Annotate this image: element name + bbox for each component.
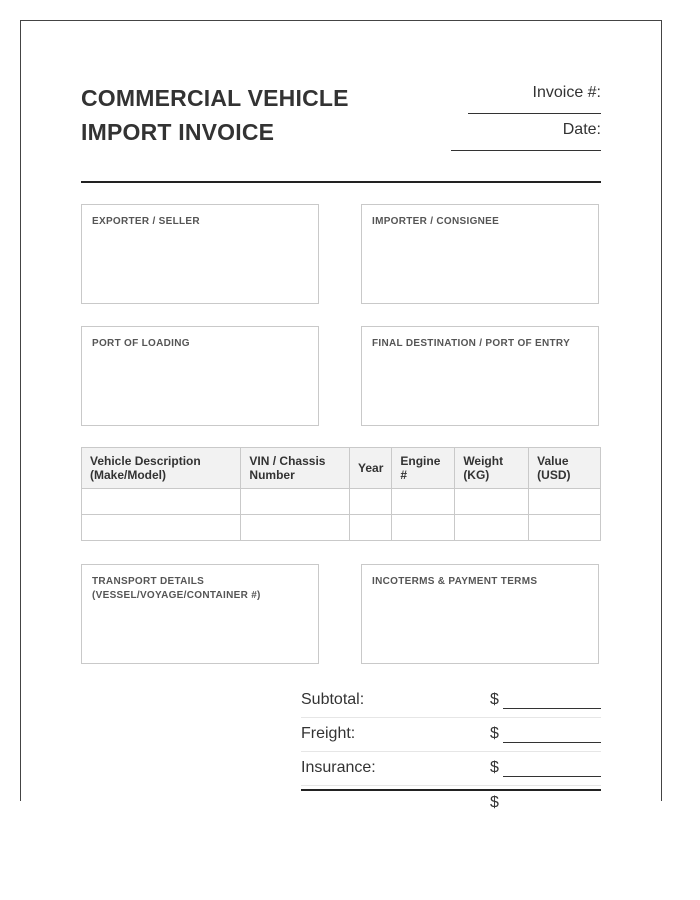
vehicle-table bbox=[81, 447, 601, 541]
table-header-row bbox=[82, 448, 601, 489]
transport-details-box[interactable] bbox=[81, 564, 319, 664]
title-line-1: COMMERCIAL VEHICLE bbox=[81, 85, 349, 111]
currency-symbol: $ bbox=[490, 759, 499, 776]
subtotal-row bbox=[301, 684, 601, 718]
column-header: Vehicle Description (Make/Model) bbox=[82, 448, 241, 489]
currency-symbol: $ bbox=[490, 691, 499, 708]
currency-symbol: $ bbox=[490, 794, 499, 811]
table-cell[interactable] bbox=[82, 515, 241, 541]
port-of-loading-label: PORT OF LOADING bbox=[92, 338, 190, 349]
incoterms-box[interactable] bbox=[361, 564, 599, 664]
final-destination-box[interactable] bbox=[361, 326, 599, 426]
insurance-row bbox=[301, 752, 601, 786]
insurance-field[interactable] bbox=[503, 776, 601, 777]
invoice-title bbox=[81, 81, 349, 149]
invoice-meta bbox=[401, 83, 601, 157]
subtotal-label: Subtotal: bbox=[301, 691, 365, 708]
transport-details-sublabel: (VESSEL/VOYAGE/CONTAINER #) bbox=[92, 590, 261, 601]
totals-section bbox=[301, 684, 601, 811]
table-cell[interactable] bbox=[241, 515, 350, 541]
total-divider bbox=[301, 789, 601, 791]
subtotal-field[interactable] bbox=[503, 708, 601, 709]
table-cell[interactable] bbox=[455, 489, 529, 515]
invoice-page bbox=[20, 20, 662, 811]
table-cell[interactable] bbox=[392, 515, 455, 541]
transport-details-label: TRANSPORT DETAILS bbox=[92, 576, 205, 587]
freight-label: Freight: bbox=[301, 725, 356, 742]
table-row bbox=[82, 489, 601, 515]
column-header: Value (USD) bbox=[529, 448, 601, 489]
column-header: Weight (KG) bbox=[455, 448, 529, 489]
invoice-content bbox=[81, 21, 601, 811]
importer-box[interactable] bbox=[361, 204, 599, 304]
table-cell[interactable] bbox=[392, 489, 455, 515]
table-cell[interactable] bbox=[529, 489, 601, 515]
exporter-label: EXPORTER / SELLER bbox=[92, 216, 200, 227]
incoterms-label: INCOTERMS & PAYMENT TERMS bbox=[372, 576, 538, 587]
port-of-loading-box[interactable] bbox=[81, 326, 319, 426]
table-cell[interactable] bbox=[529, 515, 601, 541]
table-cell[interactable] bbox=[350, 489, 392, 515]
importer-label: IMPORTER / CONSIGNEE bbox=[372, 216, 500, 227]
freight-row bbox=[301, 718, 601, 752]
exporter-box[interactable] bbox=[81, 204, 319, 304]
title-line-2: IMPORT INVOICE bbox=[81, 119, 275, 145]
final-destination-label: FINAL DESTINATION / PORT OF ENTRY bbox=[372, 338, 571, 349]
table-cell[interactable] bbox=[241, 489, 350, 515]
column-header: VIN / Chassis Number bbox=[241, 448, 350, 489]
date-label: Date: bbox=[562, 121, 601, 138]
table-cell[interactable] bbox=[455, 515, 529, 541]
column-header: Engine # bbox=[392, 448, 455, 489]
freight-field[interactable] bbox=[503, 742, 601, 743]
table-row bbox=[82, 515, 601, 541]
date-field[interactable] bbox=[451, 140, 601, 151]
invoice-number-label: Invoice #: bbox=[532, 84, 601, 101]
column-header: Year bbox=[350, 448, 392, 489]
insurance-label: Insurance: bbox=[301, 759, 376, 776]
table-cell[interactable] bbox=[82, 489, 241, 515]
currency-symbol: $ bbox=[490, 725, 499, 742]
header-divider bbox=[81, 181, 601, 183]
table-cell[interactable] bbox=[350, 515, 392, 541]
invoice-number-field[interactable] bbox=[468, 103, 601, 114]
